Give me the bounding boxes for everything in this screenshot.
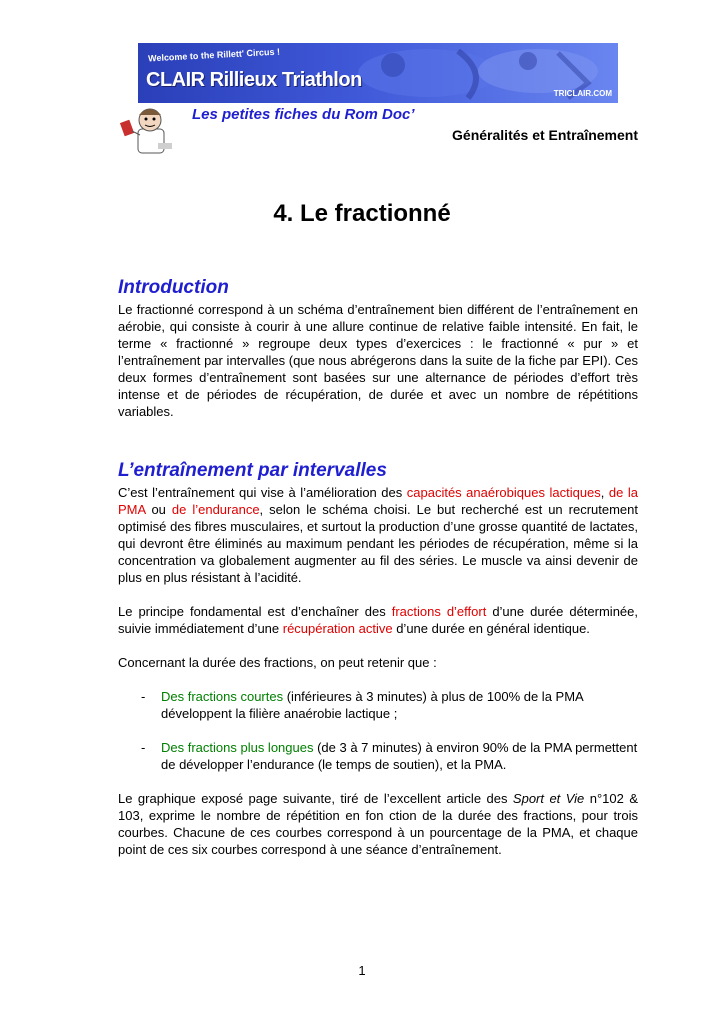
section-label: Généralités et Entraînement <box>452 127 638 143</box>
text-span: , selon le schéma choisi. Le but recherché est un recrutement optimisé des fibres musculaires, et surtout la production d’une grosse quantité de lactates, qui devront être éliminés au maximum pendant les périodes de récupération, même si la concentration va globalement augmenter au fil des séries. Le muscle va ainsi devenir de plus en plus résistant à l’acidité. <box>118 502 638 585</box>
bullet-text: (inférieures à 3 minutes) à plus de 100% de la PMA développent la filière anaérobie lactique ; <box>161 689 583 721</box>
bullet-item-short-fractions <box>118 688 638 722</box>
page-title: 4. Le fractionné <box>273 200 451 227</box>
highlight-pma: de la PMA <box>118 485 639 517</box>
series-title: Les petites fiches du Rom Doc’ <box>192 106 415 123</box>
highlight-long-fractions: Des fractions plus longues <box>161 740 314 755</box>
introduction-heading: Introduction <box>118 277 229 298</box>
highlight-endurance: de l’endurance <box>171 502 260 517</box>
banner-welcome-text: Welcome to the Rillett' Circus ! <box>147 46 281 64</box>
banner-site: TRICLAIR.COM <box>553 89 612 98</box>
intervals-paragraph-1 <box>118 484 638 586</box>
text-span: C’est l’entraînement qui vise à l’amélioration des <box>118 485 407 500</box>
text-span: ou <box>145 502 172 517</box>
intervals-paragraph-4 <box>118 790 638 858</box>
highlight-active-recovery: récupération active <box>282 621 393 636</box>
text-span: , <box>600 485 609 500</box>
document-body <box>118 277 638 858</box>
introduction-paragraph: Le fractionné correspond à un schéma d’entraînement bien différent de l’entraînement en aérobie, qui consiste à courir à une allure continue de relative faible intensité. En fait, le terme « fractionné » regroupe deux types d’exercices : le fractionné « pur » et l’entraînement par intervalles (que nous abrégerons dans la suite de la fiche par EPI). Ces deux formes d’entraînement sont basées sur une alternance de périodes d’effort très intense et de périodes de récupération, de durée et avec un nombre de répétitions variables. <box>118 302 638 419</box>
bullet-text: (de 3 à 7 minutes) à environ 90% de la PMA permettent de développer l’endurance (le temps de soutien), et la PMA. <box>161 740 638 772</box>
header-banner <box>138 43 618 103</box>
intervals-paragraph-2 <box>118 603 638 637</box>
magazine-title: Sport et Vie <box>512 791 585 806</box>
intervals-heading: L’entraînement par intervalles <box>118 460 387 481</box>
text-span: d’une durée déterminée, suivie immédiatement d’une <box>118 604 638 636</box>
bullet-item-long-fractions <box>118 739 638 773</box>
text-span: d’une durée en général identique. <box>392 621 590 636</box>
page-number: 1 <box>358 963 366 978</box>
highlight-short-fractions: Des fractions courtes <box>161 689 284 704</box>
highlight-anaerobic-capacities: capacités anaérobiques lactiques <box>406 485 601 500</box>
banner-title: CLAIR Rillieux Triathlon <box>146 69 362 91</box>
doctor-mascot-icon <box>114 103 180 155</box>
bullet-dash: - <box>141 740 146 755</box>
highlight-effort-fractions: fractions d’effort <box>391 604 487 619</box>
text-span: Le principe fondamental est d’enchaîner des <box>118 604 392 619</box>
text-span: n°102 & 103, exprime le nombre de répétition en fon ction de la durée des fractions, pour trois courbes. Chacune de ces courbes correspond à un pourcentage de la PMA, et chaque point de ces six courbes correspond à une séance d’entraînement. <box>118 791 638 857</box>
bullet-dash: - <box>141 689 146 704</box>
text-span: Le graphique exposé page suivante, tiré de l’excellent article des <box>118 791 513 806</box>
intervals-paragraph-3: Concernant la durée des fractions, on peut retenir que : <box>118 655 437 670</box>
